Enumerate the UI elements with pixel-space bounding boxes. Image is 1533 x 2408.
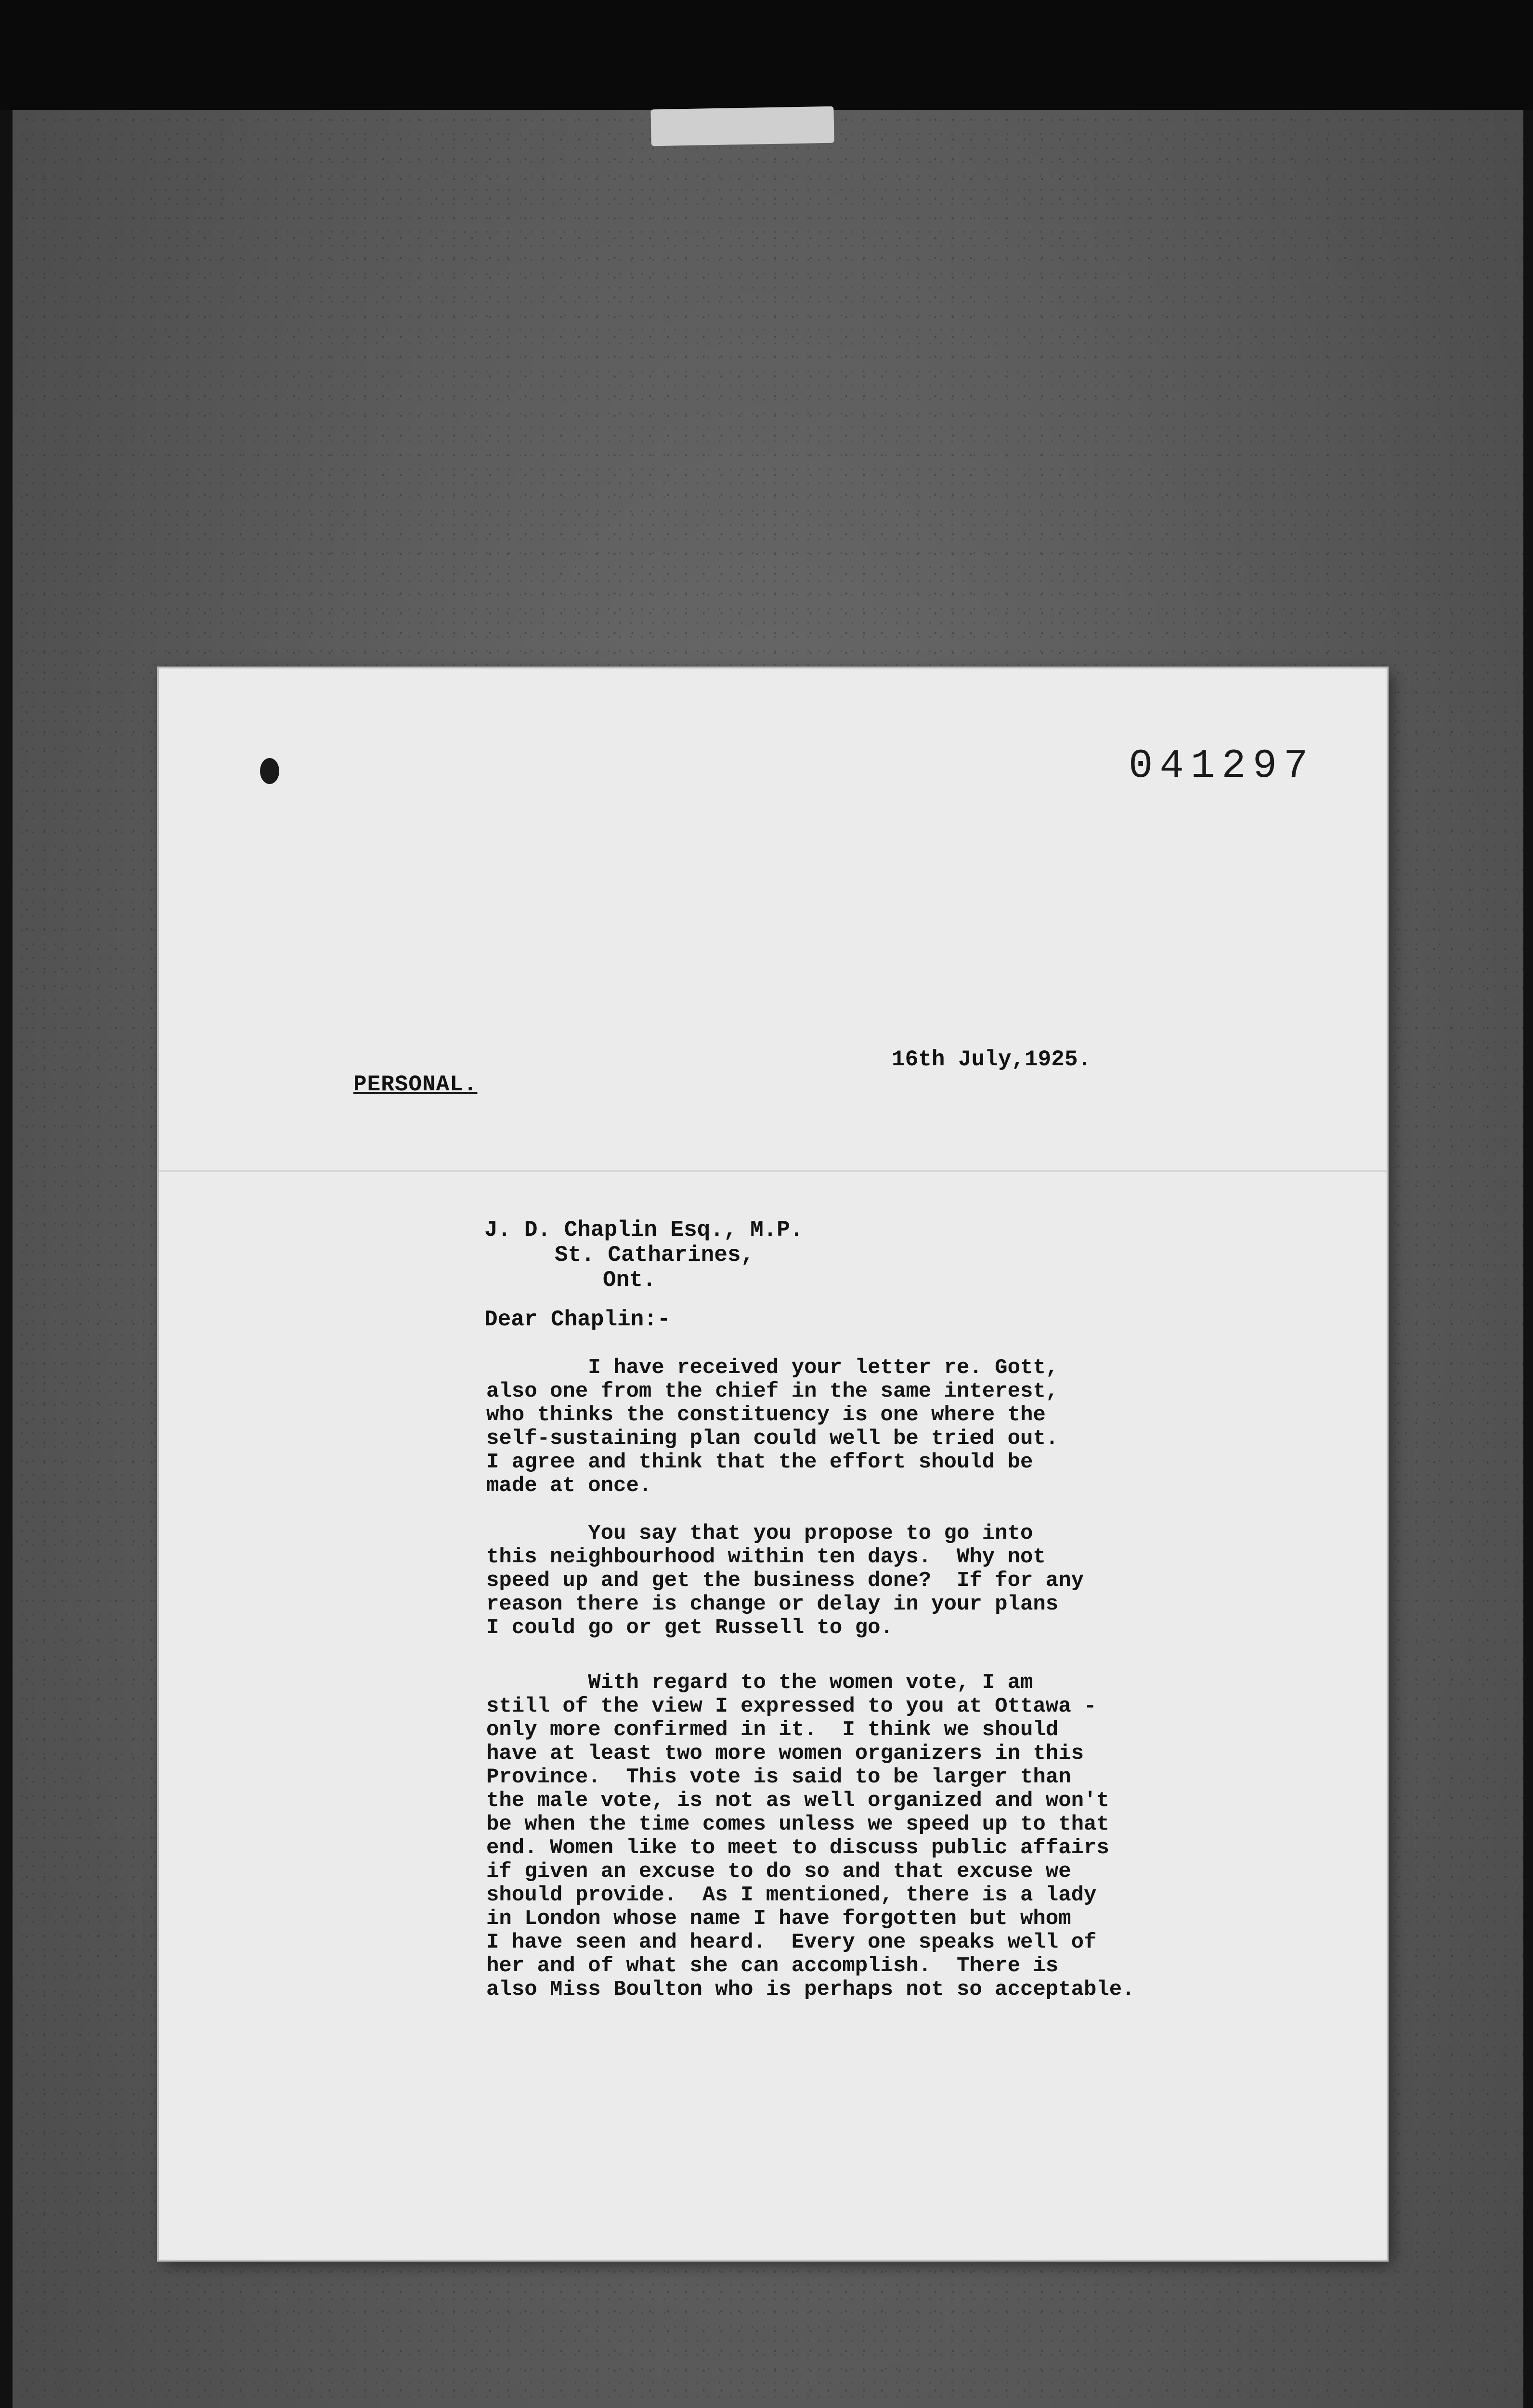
body-line: I could go or get Russell to go. — [486, 1616, 893, 1640]
film-top-border — [0, 0, 1533, 110]
body-line: only more confirmed in it. I think we should — [486, 1718, 1059, 1742]
body-line: still of the view I expressed to you at Ottawa - — [486, 1694, 1097, 1718]
body-line: end. Women like to meet to discuss public affairs — [486, 1836, 1109, 1860]
body-line: also Miss Boulton who is perhaps not so acceptable. — [486, 1977, 1135, 2002]
body-line: this neighbourhood within ten days. Why not — [486, 1545, 1046, 1569]
body-line: reason there is change or delay in your plans — [486, 1592, 1059, 1616]
document-number: 041297 — [1129, 744, 1315, 789]
body-line: I have received your letter re. Gott, — [486, 1356, 1059, 1380]
body-line: With regard to the women vote, I am — [486, 1671, 1033, 1695]
body-line: speed up and get the business done? If for any — [486, 1569, 1084, 1593]
letter-date: 16th July,1925. — [892, 1047, 1091, 1072]
film-right-edge — [1523, 110, 1533, 2408]
address-line-1: J. D. Chaplin Esq., M.P. — [484, 1217, 804, 1243]
body-line: You say that you propose to go into — [486, 1521, 1033, 1545]
salutation: Dear Chaplin:- — [484, 1307, 671, 1332]
body-line: the male vote, is not as well organized and won't — [486, 1789, 1109, 1813]
body-line: in London whose name I have forgotten but whom — [486, 1907, 1071, 1931]
letter-page — [159, 668, 1387, 2260]
body-line: I have seen and heard. Every one speaks well of — [486, 1930, 1097, 1954]
personal-heading: PERSONAL. — [353, 1072, 478, 1097]
body-paragraph — [486, 1356, 1058, 1498]
body-line: made at once. — [486, 1474, 652, 1498]
body-paragraph — [486, 1522, 1084, 1640]
address-line-2: St. Catharines, — [555, 1243, 754, 1268]
paper-tab — [650, 106, 834, 146]
fold-line — [159, 1170, 1387, 1172]
body-line: who thinks the constituency is one where the — [486, 1403, 1046, 1427]
body-line: have at least two more women organizers in this — [486, 1741, 1084, 1766]
body-line: should provide. As I mentioned, there is a lady — [486, 1883, 1097, 1907]
body-paragraph — [486, 1671, 1135, 2002]
body-line: also one from the chief in the same interest, — [486, 1379, 1059, 1403]
body-line: I agree and think that the effort should be — [486, 1450, 1033, 1474]
body-line: self-sustaining plan could well be tried out. — [486, 1426, 1059, 1451]
body-line: if given an excuse to do so and that excuse we — [486, 1859, 1071, 1884]
body-line: her and of what she can accomplish. There is — [486, 1954, 1059, 1978]
body-line: be when the time comes unless we speed up to that — [486, 1812, 1109, 1836]
film-left-edge — [0, 110, 13, 2408]
punch-hole — [260, 758, 279, 784]
body-line: Province. This vote is said to be larger than — [486, 1765, 1071, 1789]
address-line-3: Ont. — [603, 1268, 656, 1293]
